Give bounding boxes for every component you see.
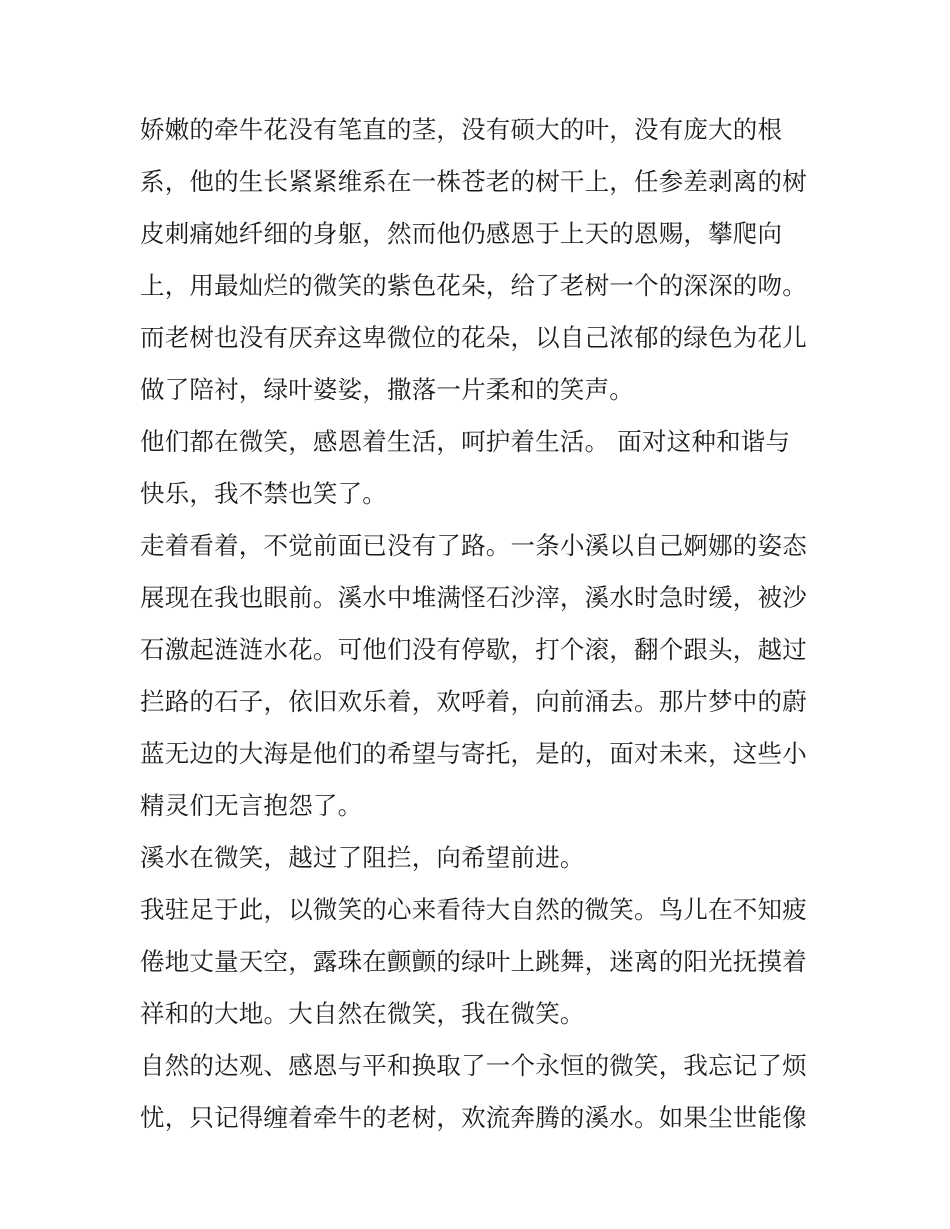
text-line: 娇嫩的牵牛花没有笔直的茎，没有硕大的叶，没有庞大的根: [140, 115, 783, 144]
text-line: 快乐，我不禁也笑了。: [140, 479, 387, 508]
text-line: 蓝无边的大海是他们的希望与寄托，是的，面对未来，这些小: [140, 739, 807, 768]
text-line: 祥和的大地。大自然在微笑，我在微笑。: [140, 999, 585, 1028]
text-line: 忧，只记得缠着牵牛的老树，欢流奔腾的溪水。如果尘世能像: [140, 1103, 807, 1132]
text-line: 走着看着，不觉前面已没有了路。一条小溪以自己婀娜的姿态: [140, 531, 807, 560]
text-line: 拦路的石子，依旧欢乐着，欢呼着，向前涌去。那片梦中的蔚: [140, 687, 807, 716]
text-line: 自然的达观、感恩与平和换取了一个永恒的微笑，我忘记了烦: [140, 1051, 807, 1080]
text-line: 溪水在微笑，越过了阻拦，向希望前进。: [140, 843, 585, 872]
text-line: 石激起涟涟水花。可他们没有停歇，打个滚，翻个跟头，越过: [140, 635, 807, 664]
text-line: 系，他的生长紧紧维系在一株苍老的树干上，任参差剥离的树: [140, 167, 807, 196]
text-line: 展现在我也眼前。溪水中堆满怪石沙滓，溪水时急时缓，被沙: [140, 583, 807, 612]
text-line: 做了陪衬，绿叶婆娑，撒落一片柔和的笑声。: [140, 375, 634, 404]
text-line: 我驻足于此，以微笑的心来看待大自然的微笑。鸟儿在不知疲: [140, 895, 807, 924]
text-line: 上，用最灿烂的微笑的紫色花朵，给了老树一个的深深的吻。: [140, 271, 807, 300]
text-line: 他们都在微笑，感恩着生活，呵护着生活。 面对这种和谐与: [140, 427, 791, 456]
text-line: 精灵们无言抱怨了。: [140, 791, 363, 820]
text-line: 倦地丈量天空，露珠在颤颤的绿叶上跳舞，迷离的阳光抚摸着: [140, 947, 807, 976]
text-line: 而老树也没有厌弃这卑微位的花朵，以自己浓郁的绿色为花儿: [140, 323, 807, 352]
text-line: 皮刺痛她纤细的身躯，然而他仍感恩于上天的恩赐，攀爬向: [140, 219, 783, 248]
